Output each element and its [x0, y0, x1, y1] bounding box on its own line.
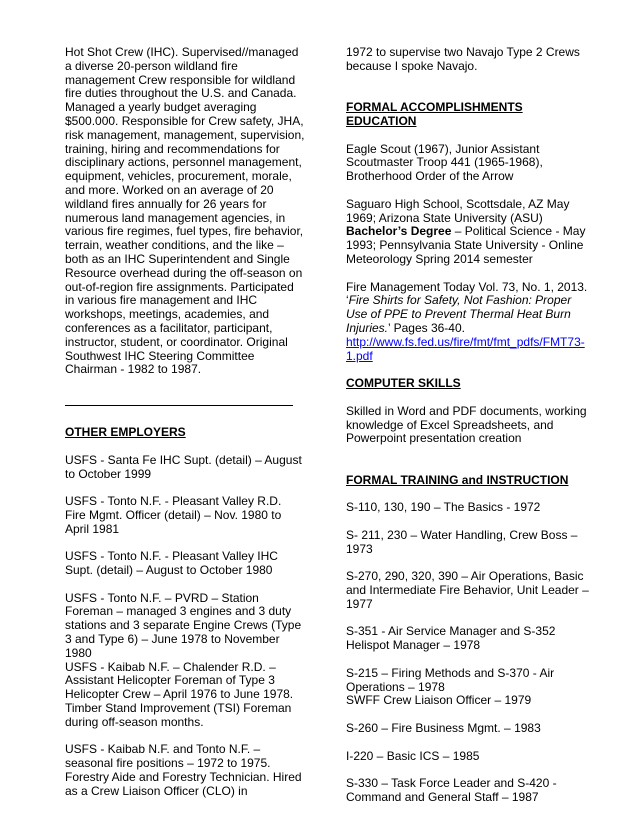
accomplishments-heading: FORMAL ACCOMPLISHMENTS — [346, 100, 523, 115]
publication-title: Fire Shirts for Safety, Not Fashion: Proper Use of PPE to Prevent Thermal Heat Burn Injuries. — [346, 293, 572, 335]
training-entry: S- 211, 230 – Water Handling, Crew Boss – 1973 — [346, 527, 578, 556]
degree-label: Bachelor’s Degree — [346, 224, 452, 239]
education-heading: EDUCATION — [346, 113, 417, 128]
navajo-continuation: 1972 to supervise two Navajo Type 2 Crews because I spoke Navajo. — [346, 45, 580, 73]
employer-entry: USFS - Tonto N.F. - Pleasant Valley IHC Supt. (detail) – August to October 1980 — [65, 549, 278, 578]
ihc-paragraph: Hot Shot Crew (IHC). Supervised//managed a diverse 20-person wildland fire management Crew responsible for wildland fire duties throughout the U.S. and Canada. Managed a yearly budget averaging $500.000. Responsible for Crew safety, JHA, risk management, management, supervision, training, hiring and recommendations for disciplinary actions, personnel management, equipment, vehicles, procurement, morale, and more. Worked on an average of 20 wildland fires annually for 26 years for numerous land management agencies, in various fire regimes, fuel types, fire behavior, terrain, weather conditions, and the like – both as an IHC Superintendent and Single Resource overhead during the off-season on out-of-region fire assignments. Participated in various fire management and IHC workshops, meetings, academies, and conferences as a facilitator, participant, instructor, student, or coordinator. Original Southwest IHC Steering Committee Chairman - 1982 to 1987. — [65, 45, 305, 377]
training-entry: S-110, 130, 190 – The Basics - 1972 — [346, 500, 541, 515]
right-column — [346, 46, 594, 805]
employer-entry: USFS - Santa Fe IHC Supt. (detail) – August to October 1999 — [65, 452, 302, 481]
employer-entry: USFS - Kaibab N.F. and Tonto N.F. – seasonal fire positions – 1972 to 1975. Forestry Aide and Forestry Technician. Hired as a Crew Liaison Officer (CLO) in — [65, 742, 302, 798]
scout-entry: Eagle Scout (1967), Junior Assistant Scoutmaster Troop 441 (1965-1968), Brotherhood Order of the Arrow — [346, 141, 543, 184]
education-text: Saguaro High School, Scottsdale, AZ May 1969; Arizona State University (ASU) — [346, 196, 570, 225]
training-entry: S-260 – Fire Business Mgmt. – 1983 — [346, 721, 541, 736]
education-text-cont: – Political Science - May 1993; Pennsylvania State University - Online Meteorology Spring 2014 semester — [346, 224, 586, 266]
employer-entry: USFS - Tonto N.F. - Pleasant Valley R.D. Fire Mgmt. Officer (detail) – Nov. 1980 to April 1981 — [65, 494, 282, 536]
publication-text: Fire Management Today Vol. 73, No. 1, 2013. ‘ — [346, 279, 588, 308]
computer-skills-text: Skilled in Word and PDF documents, working knowledge of Excel Spreadsheets, and Powerpoint presentation creation — [346, 403, 587, 446]
other-employers-heading: OTHER EMPLOYERS — [65, 425, 186, 440]
training-entry: SWFF Crew Liaison Officer – 1979 — [346, 693, 532, 708]
training-entry: S-270, 290, 320, 390 – Air Operations, Basic and Intermediate Fire Behavior, Unit Leader – 1977 — [346, 569, 589, 611]
training-heading: FORMAL TRAINING and INSTRUCTION — [346, 472, 569, 487]
publication-pages: ’ Pages 36-40. — [388, 320, 465, 335]
left-column — [65, 46, 305, 799]
employer-entry: USFS - Tonto N.F. – PVRD – Station Foreman – managed 3 engines and 3 duty stations and 3 separate Engine Crews (Type 3 and Type 6) – June 1978 to November 1980 — [65, 590, 302, 660]
publication-link[interactable]: http://www.fs.fed.us/fire/fmt/fmt_pdfs/FMT73-1.pdf — [346, 334, 585, 363]
training-entry: I-220 – Basic ICS – 1985 — [346, 748, 480, 763]
education-entry — [346, 198, 594, 267]
employer-entry: USFS - Kaibab N.F. – Chalender R.D. – Assistant Helicopter Foreman of Type 3 Helicopter Crew – April 1976 to June 1978. Timber Stand Improvement (TSI) Foreman during off-season months. — [65, 659, 294, 729]
publication-entry — [346, 281, 594, 364]
training-entry: S-351 - Air Service Manager and S-352 Helispot Manager – 1978 — [346, 624, 556, 653]
computer-skills-heading: COMPUTER SKILLS — [346, 376, 461, 391]
training-entry: S-330 – Task Force Leader and S-420 - Command and General Staff – 1987 — [346, 776, 557, 805]
section-divider — [65, 405, 293, 406]
training-entry: S-215 – Firing Methods and S-370 - Air Operations – 1978 — [346, 665, 555, 694]
